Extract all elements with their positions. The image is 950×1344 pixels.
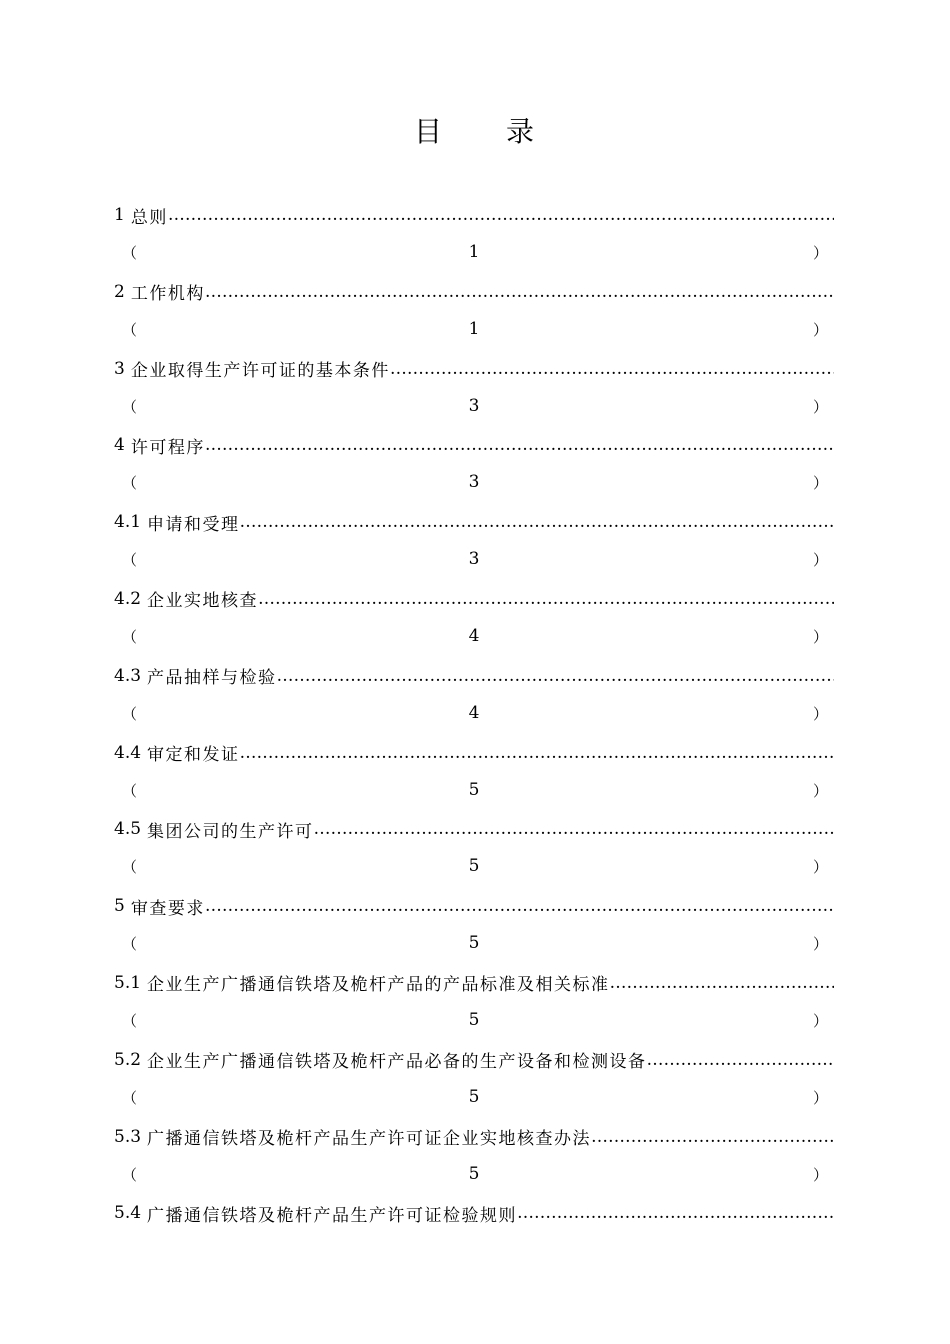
close-paren: ） [812, 244, 828, 262]
toc-dot-leader [517, 1203, 834, 1223]
toc-entry[interactable] [114, 273, 834, 350]
toc-section-number: 4.2 [114, 588, 142, 609]
toc-dot-leader [168, 205, 834, 225]
title-char-2: 录 [506, 115, 537, 148]
title-char-1: 目 [413, 115, 444, 148]
toc-entry-heading [114, 968, 834, 998]
toc-page-number: 4 [468, 702, 480, 723]
close-paren: ） [812, 704, 828, 723]
toc-page-line [114, 699, 834, 729]
toc-page-line [114, 545, 834, 575]
toc-section-number: 1 [114, 205, 125, 225]
toc-entry[interactable] [114, 1194, 834, 1271]
toc-section-title: 企业取得生产许可证的基本条件 [130, 361, 390, 382]
toc-entry[interactable] [114, 964, 834, 1041]
toc-section-number: 5.4 [114, 1203, 142, 1224]
toc-dot-leader [610, 973, 834, 993]
toc-section-title: 总则 [130, 207, 168, 228]
open-paren: （ [122, 1165, 138, 1184]
toc-page-line [114, 468, 834, 498]
close-paren: ） [812, 627, 828, 646]
toc-entry-heading [114, 507, 834, 537]
toc-section-title: 企业生产广播通信铁塔及桅杆产品的产品标准及相关标准 [147, 975, 610, 996]
toc-entry[interactable] [114, 1041, 834, 1118]
toc-entry-heading [114, 891, 834, 921]
toc-page-number: 3 [468, 395, 480, 416]
close-paren: ） [812, 474, 828, 493]
toc-entry[interactable] [114, 734, 834, 811]
toc-section-number: 5 [114, 896, 125, 917]
toc-dot-leader [240, 512, 834, 532]
toc-page-number: 5 [468, 1086, 480, 1107]
toc-page-number: 5 [468, 1163, 480, 1184]
toc-entry-heading [114, 1198, 834, 1228]
toc-page-line [114, 315, 834, 345]
toc-page-number: 3 [468, 549, 480, 570]
toc-page-number: 3 [468, 472, 480, 493]
toc-section-number: 4.3 [114, 665, 142, 686]
toc-section-title: 审查要求 [130, 898, 205, 919]
toc-section-title: 广播通信铁塔及桅杆产品生产许可证企业实地核查办法 [147, 1129, 592, 1150]
close-paren: ） [812, 858, 828, 877]
page-title [0, 112, 950, 152]
toc-section-number: 4.1 [114, 512, 142, 533]
toc-section-title: 企业实地核查 [147, 591, 259, 612]
toc-entry[interactable] [114, 503, 834, 580]
toc-entry[interactable] [114, 196, 834, 273]
toc-entry[interactable] [114, 1118, 834, 1195]
close-paren: ） [812, 1165, 828, 1184]
toc-dot-leader [240, 743, 834, 763]
toc-dot-leader [205, 896, 834, 916]
toc-section-title: 集团公司的生产许可 [147, 821, 314, 842]
toc-dot-leader [277, 666, 834, 686]
toc-section-title: 审定和发证 [147, 745, 240, 766]
toc-entry[interactable] [114, 810, 834, 887]
open-paren: （ [122, 704, 138, 723]
toc-section-number: 4.4 [114, 742, 142, 763]
toc-section-number: 3 [114, 358, 125, 379]
toc-entry[interactable] [114, 657, 834, 734]
toc-section-title: 申请和受理 [147, 514, 240, 535]
toc-entry-heading [114, 1045, 834, 1075]
toc-entry-heading [114, 277, 834, 307]
toc-section-title: 企业生产广播通信铁塔及桅杆产品必备的生产设备和检测设备 [147, 1052, 647, 1073]
toc-page-line [114, 392, 834, 422]
toc-section-number: 5.2 [114, 1049, 142, 1070]
toc-page-number: 1 [468, 318, 480, 339]
toc-page-line [114, 238, 834, 268]
close-paren: ） [812, 1011, 828, 1030]
open-paren: （ [122, 781, 138, 800]
toc-page-number: 5 [468, 1009, 480, 1030]
toc-page-line [114, 1160, 834, 1190]
toc-entry[interactable] [114, 887, 834, 964]
toc-entry-heading [114, 738, 834, 768]
toc-dot-leader [205, 282, 834, 302]
toc-section-number: 2 [114, 281, 125, 302]
close-paren: ） [812, 320, 828, 339]
toc-page-number: 5 [468, 779, 480, 800]
toc-entry-heading [114, 1122, 834, 1152]
table-of-contents [114, 196, 834, 1271]
toc-entry[interactable] [114, 350, 834, 427]
close-paren: ） [812, 551, 828, 570]
toc-dot-leader [314, 819, 834, 839]
toc-entry-heading [114, 584, 834, 614]
toc-page-line [114, 852, 834, 882]
open-paren: （ [122, 474, 138, 493]
toc-page-number: 1 [468, 242, 480, 262]
toc-page-number: 5 [468, 933, 480, 954]
close-paren: ） [812, 935, 828, 954]
toc-dot-leader [591, 1127, 834, 1147]
toc-entry[interactable] [114, 580, 834, 657]
open-paren: （ [122, 1011, 138, 1030]
close-paren: ） [812, 781, 828, 800]
toc-entry-heading [114, 661, 834, 691]
open-paren: （ [122, 627, 138, 646]
toc-page-line [114, 776, 834, 806]
toc-section-title: 许可程序 [130, 437, 205, 458]
toc-dot-leader [647, 1050, 834, 1070]
close-paren: ） [812, 397, 828, 416]
close-paren: ） [812, 1088, 828, 1107]
toc-page-line [114, 1006, 834, 1036]
open-paren: （ [122, 320, 138, 339]
toc-section-number: 4 [114, 435, 125, 456]
toc-dot-leader [390, 359, 834, 379]
toc-section-number: 4.5 [114, 819, 142, 840]
open-paren: （ [122, 397, 138, 416]
open-paren: （ [122, 935, 138, 954]
toc-dot-leader [258, 589, 834, 609]
toc-page-line [114, 929, 834, 959]
toc-section-title: 广播通信铁塔及桅杆产品生产许可证检验规则 [147, 1205, 518, 1226]
toc-page-number: 4 [468, 625, 480, 646]
toc-page-number: 5 [468, 856, 480, 877]
toc-dot-leader [205, 435, 834, 455]
open-paren: （ [122, 551, 138, 570]
toc-entry[interactable] [114, 426, 834, 503]
toc-entry-heading [114, 430, 834, 460]
toc-section-number: 5.1 [114, 972, 142, 993]
toc-page-line [114, 1083, 834, 1113]
toc-section-title: 工作机构 [130, 284, 205, 305]
toc-entry-heading [114, 354, 834, 384]
open-paren: （ [122, 244, 138, 262]
toc-page-line [114, 622, 834, 652]
toc-entry-heading [114, 814, 834, 844]
open-paren: （ [122, 858, 138, 877]
open-paren: （ [122, 1088, 138, 1107]
toc-section-number: 5.3 [114, 1126, 142, 1147]
toc-entry-heading [114, 200, 834, 230]
toc-section-title: 产品抽样与检验 [147, 668, 277, 689]
